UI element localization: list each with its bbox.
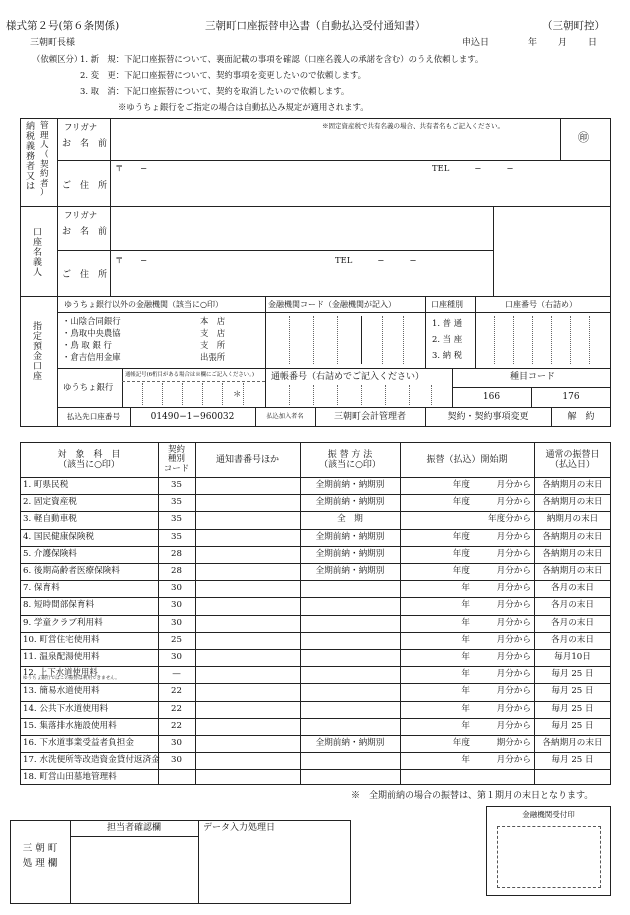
table-row-start-year[interactable]: 年度	[452, 479, 470, 490]
account-number-field[interactable]	[477, 316, 609, 365]
account-number-header: 口座番号（右詰め）	[505, 300, 577, 309]
table-row-method[interactable]	[300, 632, 400, 649]
table-row-item[interactable]: 2. 固定資産税	[23, 496, 77, 507]
table-row-code: 28	[171, 565, 182, 576]
taxpayer-label: 納 税 義 務 者 又 は	[26, 122, 36, 193]
staff-confirm-field[interactable]	[72, 838, 196, 902]
table-row-start-month[interactable]: 期分から	[496, 737, 531, 748]
request-new: 1. 新 規：下記口座振替について、裏面記載の事項を確認（口座名義人の承諾を含む）のうえ依頼します。	[80, 54, 484, 64]
table-row-item[interactable]: 13. 簡易水道使用料	[23, 686, 100, 697]
table-row-start-month[interactable]: 月分から	[496, 582, 531, 593]
date-label: 申込日	[462, 38, 490, 48]
holder-label: 口 座 名 義 人	[33, 228, 43, 279]
header-due: 通常の振替日 （払込日）	[545, 449, 600, 470]
type-savings[interactable]: 1. 普 通	[432, 318, 463, 328]
addressee: 三朝町長様	[30, 38, 76, 48]
table-row-method[interactable]: 全期前納・納期別	[315, 479, 385, 490]
table-row-notice-field[interactable]	[195, 529, 300, 546]
taxpayer-address-field[interactable]	[112, 176, 608, 204]
request-label: （依頼区分）	[32, 54, 83, 64]
table-row-notice-field[interactable]	[195, 735, 300, 752]
table-row-start-year[interactable]: 年	[461, 703, 470, 714]
table-row-start-year[interactable]: 年	[461, 600, 470, 611]
date-year: 年	[528, 38, 538, 48]
table-row-due: 各月の末日	[551, 600, 594, 611]
table-row-code: 28	[171, 548, 182, 559]
table-row-code: 30	[171, 600, 182, 611]
table-row-due: 各納期月の末日	[542, 548, 603, 559]
table-row-notice-field[interactable]	[195, 649, 300, 666]
staff-confirm-label: 担当者確認欄	[106, 822, 161, 833]
table-row-start-year[interactable]: 年度	[452, 565, 470, 576]
table-row-due: 毎月 25 日	[551, 754, 594, 765]
data-entry-label: データ入力処理日	[203, 823, 276, 833]
date-day: 日	[588, 38, 598, 48]
table-row-code	[158, 769, 195, 787]
table-row-method[interactable]	[300, 718, 400, 735]
taxpayer-name-field[interactable]	[112, 130, 558, 157]
table-row-notice-field[interactable]	[195, 597, 300, 615]
payee-number: 01490−1−960032	[150, 411, 235, 422]
table-row-item[interactable]: 15. 集落排水施設使用料	[23, 720, 117, 731]
passbook-symbol-field[interactable]	[124, 383, 264, 405]
table-row-due: 各月の末日	[551, 634, 594, 645]
header-method: 振 替 方 法 （該当に○印）	[319, 449, 381, 470]
table-row-due	[534, 769, 611, 787]
table-row-item[interactable]: 1. 町県民税	[23, 479, 69, 490]
table-row-method[interactable]	[300, 666, 400, 683]
table-row-item[interactable]: 7. 保育料	[23, 582, 60, 593]
table-row-due: 毎月 25 日	[551, 703, 594, 714]
table-row-method[interactable]	[300, 597, 400, 615]
branch-main[interactable]: 本 店	[200, 316, 226, 326]
table-row-code: 35	[171, 496, 182, 507]
table-row-method[interactable]: 全期前納・納期別	[315, 531, 385, 542]
table-row-due: 各納期月の末日	[542, 479, 603, 490]
header-code: 契約 種別 コード	[163, 444, 190, 474]
holder-name-label: お 名 前	[62, 227, 108, 237]
table-row-code: 25	[171, 634, 182, 645]
seal-mark: ㊞	[578, 131, 589, 144]
table-row-code: 22	[171, 686, 182, 697]
table-row-notice-field[interactable]	[195, 666, 300, 683]
account-type-header: 口座種別	[431, 300, 463, 309]
table-row-notice-field[interactable]	[195, 701, 300, 718]
table-row-start-year[interactable]: 年	[461, 668, 470, 679]
cancel-option[interactable]: 解 約	[567, 411, 595, 422]
payee-number-label: 払込先口座番号	[66, 411, 121, 421]
table-row-method[interactable]	[300, 580, 400, 597]
table-row-item[interactable]: 18. 町営山田墓地管理料	[23, 772, 117, 783]
table-row-notice-field[interactable]	[195, 511, 300, 529]
table-row-start-year[interactable]: 年	[461, 617, 470, 628]
table-row-notice-field[interactable]	[195, 546, 300, 563]
table-row-start-year[interactable]: 年度	[452, 548, 470, 559]
table-row-item[interactable]: 14. 公共下水道使用料	[23, 703, 109, 714]
bank-stamp-label: 金融機関受付印	[522, 809, 575, 819]
table-row-method[interactable]	[300, 649, 400, 666]
bank-stamp-area[interactable]	[497, 826, 601, 888]
table-row-due: 各月の末日	[551, 617, 594, 628]
branch-branch[interactable]: 支 店	[200, 328, 226, 338]
table-row-method[interactable]: 全期前納・納期別	[315, 565, 385, 576]
table-row-code: 30	[171, 651, 182, 662]
form-title: 三朝町口座振替申込書（自動払込受付通知書）	[205, 20, 426, 32]
table-row-start-month[interactable]: 年度分から	[488, 514, 531, 525]
table-row-due: 毎月 25 日	[551, 720, 594, 731]
table-row-start-month[interactable]: 月分から	[496, 634, 531, 645]
table-row-item[interactable]: 16. 下水道事業受益者負担金	[23, 737, 134, 748]
type-code-166[interactable]: 166	[482, 392, 501, 403]
table-row-method[interactable]	[300, 769, 400, 787]
table-row-code: 35	[171, 514, 182, 525]
table-row-start-year[interactable]: 年	[461, 754, 470, 765]
table-row-item[interactable]: 11. 温泉配湯使用料	[23, 651, 100, 662]
table-row-start-month[interactable]: 月分から	[496, 565, 531, 576]
table-row-item[interactable]: 10. 町営住宅使用料	[23, 634, 100, 645]
request-change: 2. 変 更：下記口座振替について、契約事項を変更したいので依頼します。	[80, 70, 367, 80]
table-row-method[interactable]: 全期前納・納期別	[315, 496, 385, 507]
header-start: 振替（払込）開始期	[426, 454, 508, 465]
table-row-notice-field[interactable]	[195, 477, 300, 494]
table-row-notice-field[interactable]	[195, 718, 300, 735]
table-row-due: 各納期月の末日	[542, 496, 603, 507]
request-cancel: 3. 取 消：下記口座振替について、契約を取消したいので依頼します。	[80, 86, 350, 96]
table-row-notice-field[interactable]	[195, 752, 300, 769]
table-row-code: 22	[171, 720, 182, 731]
table-row-method[interactable]	[300, 683, 400, 701]
table-row-item[interactable]: 5. 介護保険料	[23, 548, 77, 559]
taxpayer-furigana-label: フリガナ	[64, 122, 98, 132]
table-row-start-year[interactable]: 年	[461, 686, 470, 697]
table-row-due: 各月の末日	[551, 582, 594, 593]
taxpayer-address-label: ご 住 所	[62, 181, 108, 191]
bank-option-chuo-nokyo[interactable]: ・鳥取中央農協	[62, 328, 121, 338]
holder-postal: 〒 −	[115, 255, 148, 265]
type-code-header: 種目コード	[510, 372, 556, 382]
table-row-due: 毎月 25 日	[551, 668, 594, 679]
type-code-176[interactable]: 176	[562, 392, 580, 403]
taxpayer-postal: 〒 −	[115, 163, 148, 173]
table-row-start-month[interactable]: 月分から	[496, 479, 531, 490]
data-entry-field[interactable]	[200, 836, 348, 902]
table-row-start-year[interactable]: 年	[461, 634, 470, 645]
holder-address-label: ご 住 所	[62, 270, 108, 280]
table-row-start-year[interactable]: 年度	[452, 531, 470, 542]
table-row-start-year[interactable]: 年	[461, 720, 470, 731]
date-month: 月	[558, 38, 568, 48]
table-row-start-month[interactable]: 月分から	[496, 617, 531, 628]
table-row-start-year[interactable]	[400, 511, 474, 529]
table-row-start-month[interactable]: 月分から	[496, 548, 531, 559]
table-row-start-year[interactable]	[400, 769, 474, 787]
branch-substation[interactable]: 出張所	[200, 352, 226, 362]
bank-option-tottori[interactable]: ・鳥 取 銀 行	[62, 340, 112, 350]
table-row-notice-field[interactable]	[195, 494, 300, 511]
table-row-start-year[interactable]: 年	[461, 582, 470, 593]
payee-name: 三朝町会計管理者	[333, 411, 406, 422]
table-row-item[interactable]: 8. 短時間部保育料	[23, 600, 95, 611]
header-item: 対 象 科 目 （該当に○印）	[57, 449, 121, 470]
table-row-item[interactable]	[20, 666, 158, 683]
table-row-start-month[interactable]: 月分から	[496, 496, 531, 507]
table-row-start-month[interactable]: 月分から	[496, 703, 531, 714]
bank-option-sanin[interactable]: ・山陰合同銀行	[62, 316, 121, 326]
yucho-asterisk: ＊	[233, 389, 242, 399]
bank-code-field[interactable]	[268, 316, 423, 365]
table-row-start-year[interactable]: 年	[461, 651, 470, 662]
table-row-start-month[interactable]: 月分から	[496, 686, 531, 697]
table-row-notice-field[interactable]	[195, 580, 300, 597]
copy-label: （三朝町控）	[542, 20, 605, 32]
table-row-start-month[interactable]: 月分から	[496, 754, 531, 765]
table-row-method[interactable]	[300, 701, 400, 718]
holder-tel: TEL − −	[335, 255, 417, 265]
table-row-code: 35	[171, 531, 182, 542]
table-row-method[interactable]: 全期前納・納期別	[315, 548, 385, 559]
item-sub-note: ゆうちょ銀行ではこの振替は利用できません。	[23, 675, 120, 681]
holder-address-field[interactable]	[112, 266, 490, 294]
table-row-start-month[interactable]	[474, 769, 534, 787]
contract-change-option[interactable]: 契約・契約事項変更	[447, 411, 529, 422]
header-notice: 通知書番号ほか	[215, 454, 279, 465]
table-row-due: 納期月の末日	[546, 514, 599, 525]
town-processing-label: 三 朝 町 処 理 欄	[22, 842, 58, 869]
table-row-start-month[interactable]: 月分から	[496, 531, 531, 542]
table-row-start-month[interactable]: 月分から	[496, 600, 531, 611]
table-row-code: 30	[171, 617, 182, 628]
holder-name-field[interactable]	[112, 218, 490, 248]
table-row-due: 各納期月の末日	[542, 565, 603, 576]
table-row-code: 30	[171, 582, 182, 593]
table-row-item[interactable]: 17. 水洗便所等改造資金貸付返済金	[23, 754, 160, 765]
taxpayer-tel: TEL − −	[432, 163, 514, 173]
passbook-number-field[interactable]	[267, 385, 451, 406]
table-row-item[interactable]: 4. 国民健康保険税	[23, 531, 95, 542]
table-row-method[interactable]: 全 期	[337, 514, 363, 525]
table-row-method[interactable]: 全期前納・納期別	[315, 737, 385, 748]
table-row-start-year[interactable]: 年度	[452, 496, 470, 507]
table-footnote: ※ 全期前納の場合の振替は、第１期月の末日となります。	[351, 791, 594, 801]
table-row-item[interactable]: 9. 学童クラブ利用料	[23, 617, 103, 628]
request-note: ※ゆうちょ銀行をご指定の場合は自動払込み規定が適用されます。	[118, 102, 369, 112]
passbook-number-header: 通帳番号（右詰めでご記入ください）	[271, 372, 425, 382]
type-tax[interactable]: 3. 納 税	[432, 350, 463, 360]
table-row-due: 各納期月の末日	[542, 531, 603, 542]
table-row-code: 35	[171, 479, 182, 490]
table-row-start-year[interactable]: 年度	[452, 737, 470, 748]
bank-code-header: 金融機関コード（金融機関が記入）	[268, 300, 396, 309]
table-row-code: 30	[171, 737, 182, 748]
table-row-method[interactable]	[300, 615, 400, 632]
table-row-code: —	[172, 668, 181, 679]
table-row-due: 各納期月の末日	[542, 737, 603, 748]
manager-label: 管 理 人 （ 契 約 者 ）	[40, 121, 49, 199]
co-owner-note: ※固定資産税で共有名義の場合、共有者名もご記入ください。	[322, 122, 504, 130]
table-row-item[interactable]: 3. 軽自動車税	[23, 514, 77, 525]
table-row-notice-field[interactable]	[195, 563, 300, 580]
taxpayer-name-label: お 名 前	[62, 139, 108, 149]
yucho-note: 通帳記号(6桁目がある場合は※欄にご記入ください。)	[125, 372, 254, 378]
other-banks-header: ゆうちょ銀行以外の金融機関（該当に○印）	[64, 300, 223, 309]
type-current[interactable]: 2. 当 座	[432, 334, 463, 344]
table-row-notice-field[interactable]	[195, 769, 300, 787]
account-label: 指 定 預 金 口 座	[33, 322, 43, 383]
holder-furigana-label: フリガナ	[64, 210, 98, 220]
item-label: 12. 上下水道使用料	[23, 666, 98, 677]
table-row-start-month[interactable]: 月分から	[496, 720, 531, 731]
table-row-code: 22	[171, 703, 182, 714]
table-row-notice-field[interactable]	[195, 615, 300, 632]
table-row-item[interactable]: 6. 後期高齢者医療保険料	[23, 565, 120, 576]
table-row-due: 毎月 25 日	[551, 686, 594, 697]
table-row-start-month[interactable]: 月分から	[496, 651, 531, 662]
yucho-label: ゆうちょ銀行	[63, 382, 114, 392]
table-row-due: 毎月10日	[554, 651, 591, 662]
table-row-notice-field[interactable]	[195, 683, 300, 701]
bank-option-kurayoshi[interactable]: ・倉吉信用金庫	[62, 352, 121, 362]
table-row-code: 30	[171, 754, 182, 765]
table-row-method[interactable]	[300, 752, 400, 769]
form-number: 様式第２号(第６条関係)	[6, 20, 120, 32]
payee-name-label: 払込加入者名	[266, 413, 304, 421]
branch-office[interactable]: 支 所	[200, 340, 226, 350]
table-row-start-month[interactable]: 月分から	[496, 668, 531, 679]
table-row-notice-field[interactable]	[195, 632, 300, 649]
